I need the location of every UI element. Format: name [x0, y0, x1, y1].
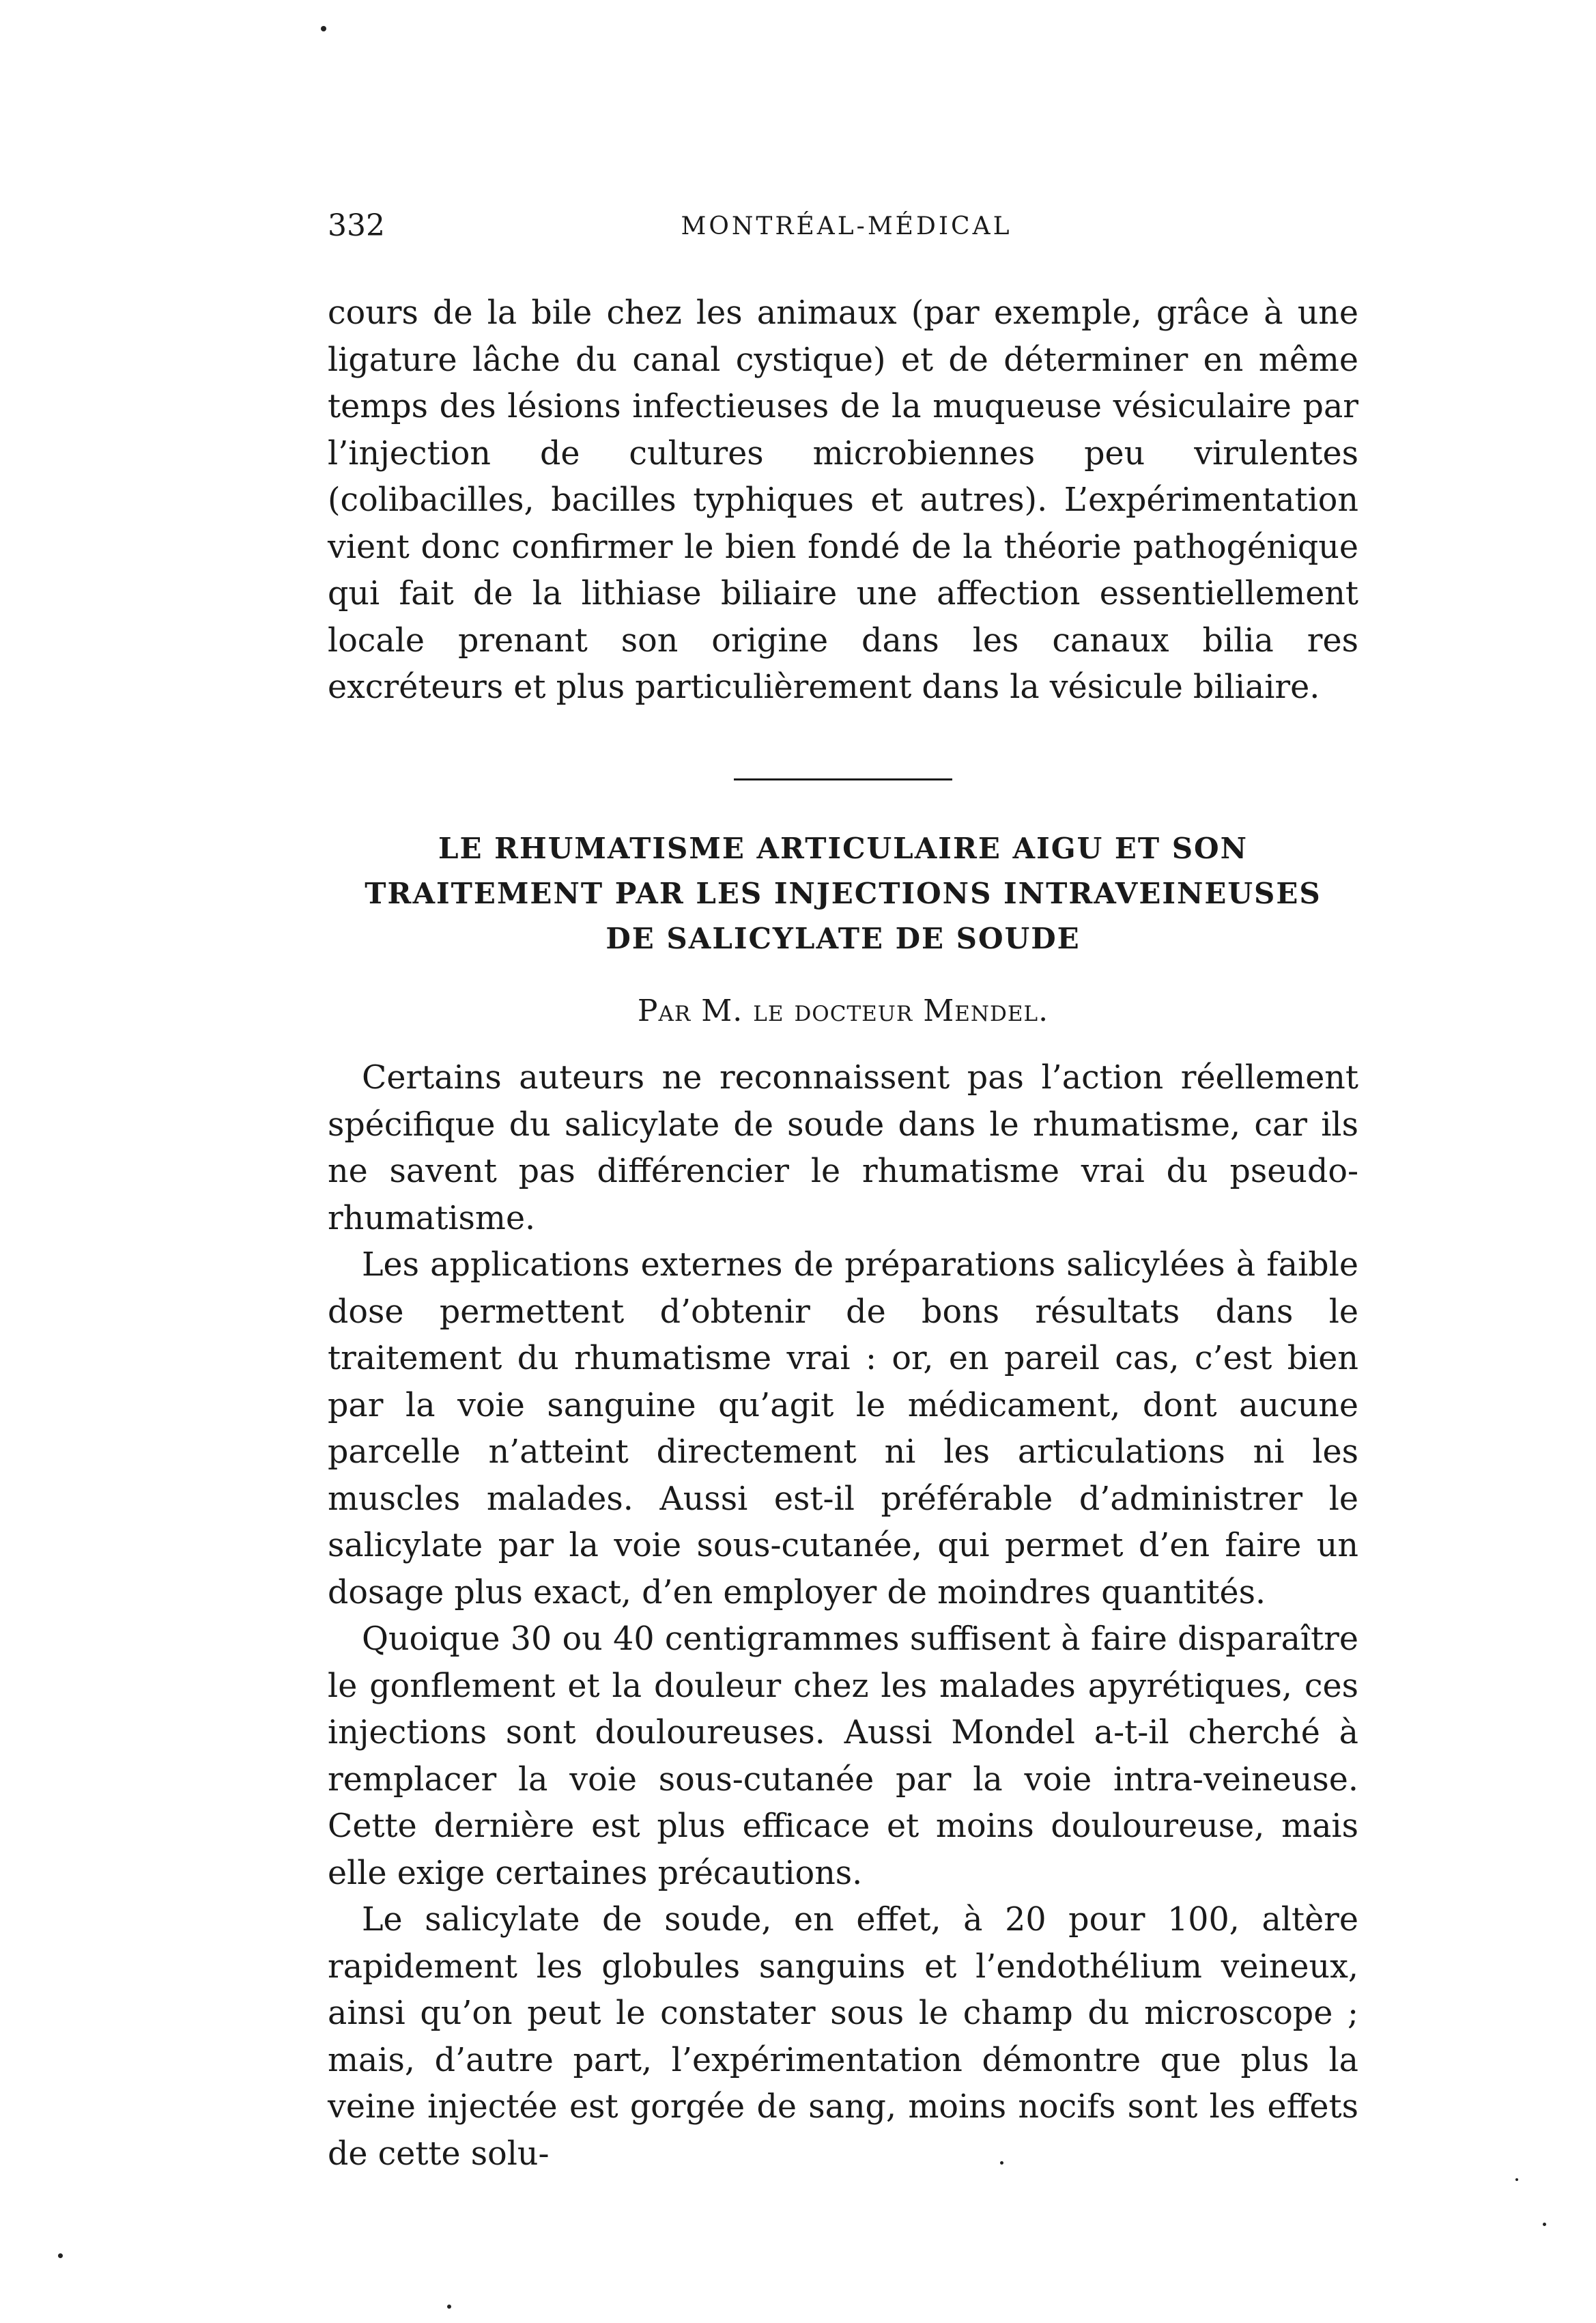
body-paragraph: Le salicylate de soude, en effet, à 20 pour 100, altère rapidement les globules sanguins et l’endothélium veineux, ainsi qu’on peut le constater sous le champ du microscope ; mais, d’autre part, l’expérimentation démontre que plus la veine injectée est gorgée de sang, moins nocifs sont les effets de cette solu-: [328, 1901, 1358, 2173]
body-paragraph: Certains auteurs ne reconnaissent pas l’action réellement spécifique du salicylate de soude dans le rhumatisme, car ils ne savent pas différencier le rhumatisme vrai du pseudo-rhumatisme.: [328, 1059, 1358, 1237]
article-title: [311, 826, 1376, 961]
article-title-line: DE SALICYLATE DE SOUDE: [605, 922, 1081, 955]
scan-speck: [58, 2253, 63, 2258]
running-head: [328, 208, 1365, 249]
article-title-line: TRAITEMENT PAR LES INJECTIONS INTRAVEINEUSES: [365, 877, 1322, 910]
article-body: [328, 1055, 1358, 2178]
body-paragraph: Les applications externes de préparations salicylées à faible dose permettent d’obtenir de bons résultats dans le traitement du rhumatisme vrai : or, en pareil cas, c’est bien par la voie sanguine qu’agit le médicament, dont aucune parcelle n’atteint directement ni les articulations ni les muscles malades. Aussi est-il préférable d’administrer le salicylate par la voie sous-cutanée, qui permet d’en faire un dosage plus exact, d’en employer de moindres quantités.: [328, 1246, 1358, 1611]
section-divider: [734, 778, 952, 780]
scan-speck: [447, 2305, 451, 2309]
journal-title: MONTRÉAL-MÉDICAL: [681, 212, 1012, 240]
intro-paragraph: cours de la bile chez les animaux (par exemple, grâce à une ligature lâche du canal cystique) et de déterminer en même temps des lésions infectieuses de la muqueuse vésiculaire par l’injection de cultures microbiennes peu virulentes (colibacilles, bacilles typhiques et autres). L’expérimentation vient donc confirmer le bien fondé de la théorie pathogénique qui fait de la lithiase biliaire une affection essentiellement locale prenant son origine dans les canaux bilia res excréteurs et plus particulièrement dans la vésicule biliaire.: [328, 294, 1358, 706]
scan-speck: [1000, 2161, 1003, 2165]
byline: Par M. le docteur Mendel.: [637, 994, 1049, 1028]
scan-speck: [321, 26, 326, 31]
body-paragraph: Quoique 30 ou 40 centigrammes suffisent à faire disparaître le gonflement et la douleur chez les malades apyrétiques, ces injections sont douloureuses. Aussi Mondel a-t-il cherché à remplacer la voie sous-cutanée par la voie intra-veineuse. Cette dernière est plus efficace et moins douloureuse, mais elle exige certaines précautions.: [328, 1620, 1358, 1892]
page-number: 332: [328, 208, 385, 243]
intro-section: [328, 290, 1358, 712]
scan-speck: [1515, 2178, 1518, 2181]
article-title-line: LE RHUMATISME ARTICULAIRE AIGU ET SON: [438, 832, 1249, 865]
scan-speck: [1543, 2223, 1546, 2226]
